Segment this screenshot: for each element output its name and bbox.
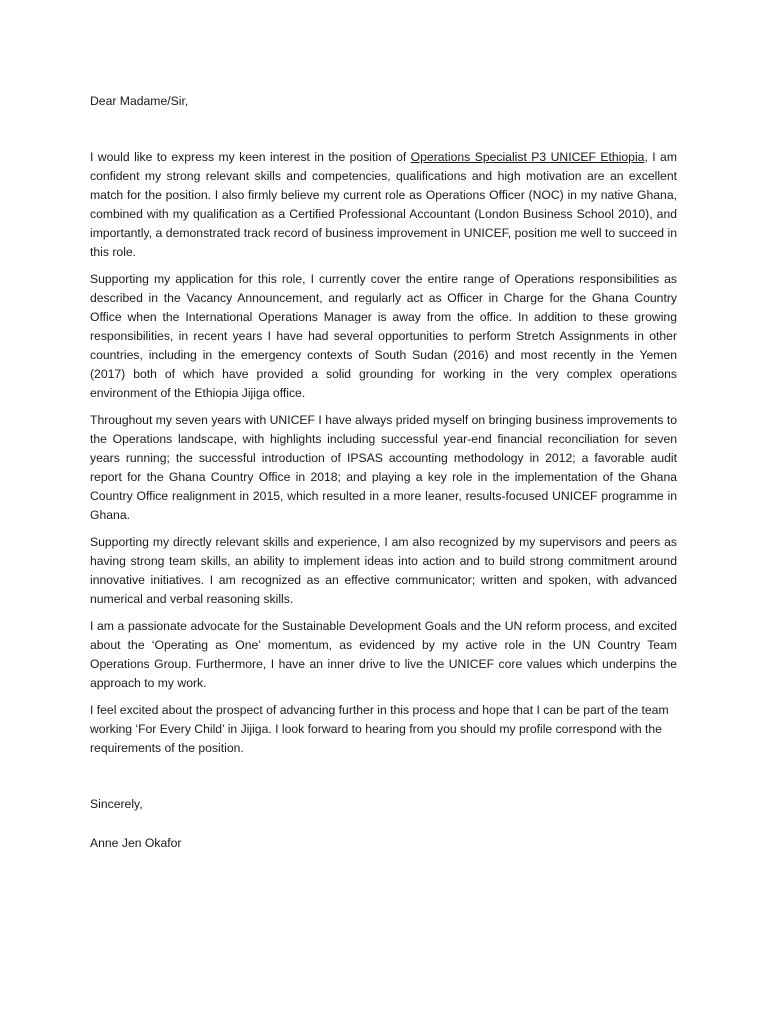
letter-page	[90, 92, 677, 853]
salutation: Dear Madame/Sir,	[90, 94, 189, 108]
paragraph-intro	[90, 148, 677, 262]
closing: Sincerely,	[90, 797, 143, 811]
paragraph-advocacy: I am a passionate advocate for the Sustainable Development Goals and the UN reform process, and excited about the ‘Operating as One’ momentum, as evidenced by my active role in the UN Country Team Operations Group. Furthermore, I have an inner drive to live the UNICEF core values which underpins the approach to my work.	[90, 619, 677, 690]
paragraph-current-role: Supporting my application for this role, I currently cover the entire range of Operations responsibilities as described in the Vacancy Announcement, and regularly act as Officer in Charge for the Ghana Country Office when the International Operations Manager is away from the office. In addition to these growing responsibilities, in recent years I have had several opportunities to perform Stretch Assignments in other countries, including in the emergency contexts of South Sudan (2016) and most recently in the Yemen (2017) both of which have provided a solid grounding for working in the very complex operations environment of the Ethiopia Jijiga office.	[90, 272, 677, 400]
intro-text-before: I would like to express my keen interest in the position of	[90, 150, 411, 164]
paragraph-conclusion: I feel excited about the prospect of advancing further in this process and hope that I can be part of the team working ‘For Every Child’ in Jijiga. I look forward to hearing from you should my profile correspond with the requirements of the position.	[90, 703, 669, 755]
paragraph-team-skills: Supporting my directly relevant skills and experience, I am also recognized by my supervisors and peers as having strong team skills, an ability to implement ideas into action and to build strong commitment around innovative initiatives. I am recognized as an effective communicator; written and spoken, with advanced numerical and verbal reasoning skills.	[90, 535, 677, 606]
intro-text-after: , I am confident my strong relevant skills and competencies, qualifications and high motivation are an excellent match for the position. I also firmly believe my current role as Operations Officer (NOC) in my native Ghana, combined with my qualification as a Certified Professional Accountant (London Business School 2010), and importantly, a demonstrated track record of business improvement in UNICEF, position me well to succeed in this role.	[90, 150, 677, 259]
signature-name: Anne Jen Okafor	[90, 836, 182, 850]
paragraph-achievements: Throughout my seven years with UNICEF I have always prided myself on bringing business improvements to the Operations landscape, with highlights including successful year-end financial reconciliation for seven years running; the successful introduction of IPSAS accounting methodology in 2012; a favorable audit report for the Ghana Country Office in 2018; and playing a key role in the implementation of the Ghana Country Office realignment in 2015, which resulted in a more leaner, results-focused UNICEF programme in Ghana.	[90, 413, 677, 522]
position-title-link[interactable]: Operations Specialist P3 UNICEF Ethiopia	[410, 150, 645, 164]
